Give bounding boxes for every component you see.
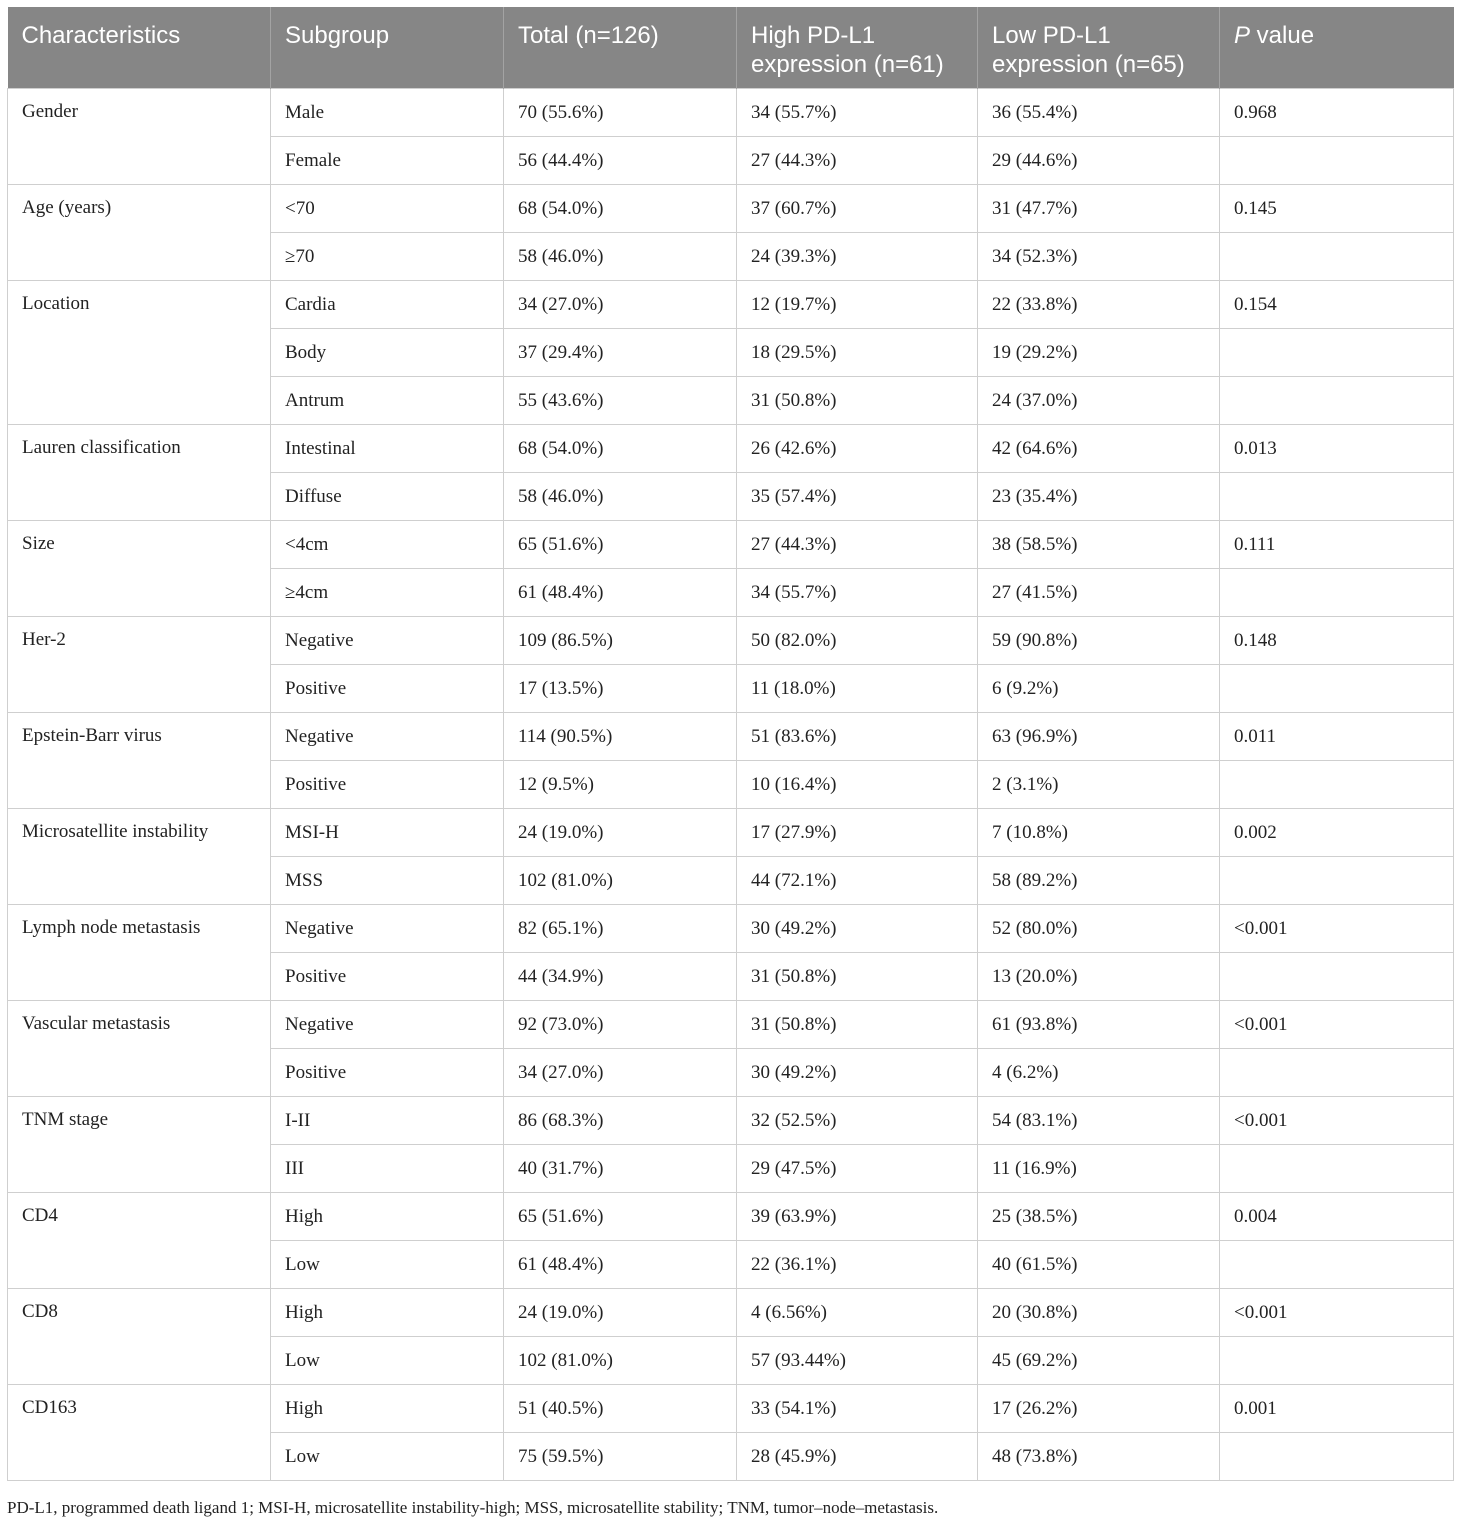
subgroup-cell: Cardia: [271, 281, 504, 329]
total-cell: 68 (54.0%): [504, 185, 737, 233]
p-value-cell: <0.001: [1220, 1289, 1454, 1337]
subgroup-cell: Male: [271, 89, 504, 137]
characteristic-cell: CD163: [8, 1385, 271, 1481]
low-pdl1-cell: 22 (33.8%): [978, 281, 1220, 329]
p-value-cell: [1220, 761, 1454, 809]
high-pdl1-cell: 28 (45.9%): [737, 1433, 978, 1481]
subgroup-cell: Diffuse: [271, 473, 504, 521]
low-pdl1-cell: 61 (93.8%): [978, 1001, 1220, 1049]
table-row: [8, 617, 1454, 665]
characteristic-cell: Location: [8, 281, 271, 425]
table-row: [8, 1385, 1454, 1433]
high-pdl1-cell: 26 (42.6%): [737, 425, 978, 473]
subgroup-cell: Low: [271, 1337, 504, 1385]
low-pdl1-cell: 11 (16.9%): [978, 1145, 1220, 1193]
characteristic-cell: Vascular metastasis: [8, 1001, 271, 1097]
high-pdl1-cell: 37 (60.7%): [737, 185, 978, 233]
total-cell: 70 (55.6%): [504, 89, 737, 137]
table-row: [8, 809, 1454, 857]
total-cell: 51 (40.5%): [504, 1385, 737, 1433]
total-cell: 65 (51.6%): [504, 521, 737, 569]
table-row: [8, 905, 1454, 953]
header-high-pdl1: [737, 7, 978, 89]
subgroup-cell: Positive: [271, 1049, 504, 1097]
p-value-cell: [1220, 137, 1454, 185]
p-value-cell: 0.002: [1220, 809, 1454, 857]
high-pdl1-cell: 27 (44.3%): [737, 137, 978, 185]
total-cell: 17 (13.5%): [504, 665, 737, 713]
low-pdl1-cell: 29 (44.6%): [978, 137, 1220, 185]
p-value-cell: 0.001: [1220, 1385, 1454, 1433]
characteristic-cell: Epstein-Barr virus: [8, 713, 271, 809]
total-cell: 65 (51.6%): [504, 1193, 737, 1241]
total-cell: 56 (44.4%): [504, 137, 737, 185]
p-value-cell: [1220, 1433, 1454, 1481]
p-value-cell: 0.004: [1220, 1193, 1454, 1241]
total-cell: 58 (46.0%): [504, 473, 737, 521]
characteristic-cell: CD4: [8, 1193, 271, 1289]
p-value-cell: [1220, 1049, 1454, 1097]
high-pdl1-cell: 39 (63.9%): [737, 1193, 978, 1241]
characteristic-cell: Size: [8, 521, 271, 617]
total-cell: 82 (65.1%): [504, 905, 737, 953]
total-cell: 37 (29.4%): [504, 329, 737, 377]
header-p-rest: value: [1250, 22, 1315, 49]
low-pdl1-cell: 23 (35.4%): [978, 473, 1220, 521]
total-cell: 102 (81.0%): [504, 857, 737, 905]
high-pdl1-cell: 24 (39.3%): [737, 233, 978, 281]
p-value-cell: 0.111: [1220, 521, 1454, 569]
total-cell: 40 (31.7%): [504, 1145, 737, 1193]
total-cell: 61 (48.4%): [504, 1241, 737, 1289]
subgroup-cell: Negative: [271, 905, 504, 953]
subgroup-cell: Negative: [271, 617, 504, 665]
low-pdl1-cell: 42 (64.6%): [978, 425, 1220, 473]
high-pdl1-cell: 4 (6.56%): [737, 1289, 978, 1337]
total-cell: 61 (48.4%): [504, 569, 737, 617]
header-p-italic: P: [1234, 22, 1251, 49]
high-pdl1-cell: 11 (18.0%): [737, 665, 978, 713]
subgroup-cell: Positive: [271, 953, 504, 1001]
total-cell: 114 (90.5%): [504, 713, 737, 761]
table-row: [8, 281, 1454, 329]
table-row: [8, 185, 1454, 233]
table-row: [8, 1289, 1454, 1337]
low-pdl1-cell: 17 (26.2%): [978, 1385, 1220, 1433]
high-pdl1-cell: 30 (49.2%): [737, 1049, 978, 1097]
p-value-cell: [1220, 953, 1454, 1001]
characteristic-cell: Lymph node metastasis: [8, 905, 271, 1001]
table-row: [8, 1193, 1454, 1241]
table-row: [8, 521, 1454, 569]
p-value-cell: <0.001: [1220, 905, 1454, 953]
characteristic-cell: Gender: [8, 89, 271, 185]
table-row: [8, 425, 1454, 473]
high-pdl1-cell: 34 (55.7%): [737, 569, 978, 617]
high-pdl1-cell: 10 (16.4%): [737, 761, 978, 809]
subgroup-cell: Intestinal: [271, 425, 504, 473]
p-value-cell: [1220, 1337, 1454, 1385]
characteristic-cell: CD8: [8, 1289, 271, 1385]
subgroup-cell: Positive: [271, 665, 504, 713]
total-cell: 55 (43.6%): [504, 377, 737, 425]
low-pdl1-cell: 13 (20.0%): [978, 953, 1220, 1001]
subgroup-cell: Female: [271, 137, 504, 185]
high-pdl1-cell: 22 (36.1%): [737, 1241, 978, 1289]
total-cell: 92 (73.0%): [504, 1001, 737, 1049]
low-pdl1-cell: 52 (80.0%): [978, 905, 1220, 953]
characteristics-table: [7, 7, 1454, 1481]
low-pdl1-cell: 19 (29.2%): [978, 329, 1220, 377]
subgroup-cell: High: [271, 1289, 504, 1337]
table-row: [8, 1097, 1454, 1145]
subgroup-cell: Negative: [271, 713, 504, 761]
subgroup-cell: <70: [271, 185, 504, 233]
p-value-cell: 0.011: [1220, 713, 1454, 761]
high-pdl1-cell: 51 (83.6%): [737, 713, 978, 761]
header-subgroup: Subgroup: [271, 7, 504, 89]
subgroup-cell: High: [271, 1385, 504, 1433]
low-pdl1-cell: 20 (30.8%): [978, 1289, 1220, 1337]
total-cell: 86 (68.3%): [504, 1097, 737, 1145]
subgroup-cell: I-II: [271, 1097, 504, 1145]
high-pdl1-cell: 35 (57.4%): [737, 473, 978, 521]
low-pdl1-cell: 38 (58.5%): [978, 521, 1220, 569]
low-pdl1-cell: 58 (89.2%): [978, 857, 1220, 905]
subgroup-cell: Negative: [271, 1001, 504, 1049]
p-value-cell: [1220, 377, 1454, 425]
characteristic-cell: Her-2: [8, 617, 271, 713]
characteristic-cell: Microsatellite instability: [8, 809, 271, 905]
high-pdl1-cell: 32 (52.5%): [737, 1097, 978, 1145]
subgroup-cell: Positive: [271, 761, 504, 809]
high-pdl1-cell: 27 (44.3%): [737, 521, 978, 569]
header-low-pdl1: [978, 7, 1220, 89]
subgroup-cell: ≥70: [271, 233, 504, 281]
low-pdl1-cell: 7 (10.8%): [978, 809, 1220, 857]
table-row: [8, 89, 1454, 137]
low-pdl1-cell: 6 (9.2%): [978, 665, 1220, 713]
low-pdl1-cell: 59 (90.8%): [978, 617, 1220, 665]
high-pdl1-cell: 29 (47.5%): [737, 1145, 978, 1193]
table-footnote: PD-L1, programmed death ligand 1; MSI-H, microsatellite instability-high; MSS, microsatellite stability; TNM, tumor–node–metastasis.: [7, 1498, 939, 1517]
subgroup-cell: <4cm: [271, 521, 504, 569]
low-pdl1-cell: 45 (69.2%): [978, 1337, 1220, 1385]
high-pdl1-cell: 50 (82.0%): [737, 617, 978, 665]
high-pdl1-cell: 34 (55.7%): [737, 89, 978, 137]
characteristic-cell: Age (years): [8, 185, 271, 281]
high-pdl1-cell: 31 (50.8%): [737, 953, 978, 1001]
low-pdl1-cell: 48 (73.8%): [978, 1433, 1220, 1481]
p-value-cell: [1220, 665, 1454, 713]
subgroup-cell: Low: [271, 1241, 504, 1289]
header-high-line2: expression (n=61): [751, 51, 944, 78]
p-value-cell: <0.001: [1220, 1001, 1454, 1049]
table-row: [8, 713, 1454, 761]
header-low-line1: Low PD-L1: [992, 22, 1111, 49]
low-pdl1-cell: 40 (61.5%): [978, 1241, 1220, 1289]
high-pdl1-cell: 30 (49.2%): [737, 905, 978, 953]
p-value-cell: [1220, 857, 1454, 905]
header-total: Total (n=126): [504, 7, 737, 89]
total-cell: 58 (46.0%): [504, 233, 737, 281]
header-high-line1: High PD-L1: [751, 22, 876, 49]
header-low-line2: expression (n=65): [992, 51, 1185, 78]
high-pdl1-cell: 31 (50.8%): [737, 1001, 978, 1049]
p-value-cell: [1220, 233, 1454, 281]
p-value-cell: [1220, 1241, 1454, 1289]
low-pdl1-cell: 4 (6.2%): [978, 1049, 1220, 1097]
p-value-cell: 0.968: [1220, 89, 1454, 137]
total-cell: 75 (59.5%): [504, 1433, 737, 1481]
low-pdl1-cell: 24 (37.0%): [978, 377, 1220, 425]
low-pdl1-cell: 31 (47.7%): [978, 185, 1220, 233]
high-pdl1-cell: 44 (72.1%): [737, 857, 978, 905]
table-header-row: [8, 7, 1454, 89]
low-pdl1-cell: 2 (3.1%): [978, 761, 1220, 809]
characteristic-cell: Lauren classification: [8, 425, 271, 521]
total-cell: 34 (27.0%): [504, 281, 737, 329]
low-pdl1-cell: 27 (41.5%): [978, 569, 1220, 617]
p-value-cell: 0.148: [1220, 617, 1454, 665]
low-pdl1-cell: 34 (52.3%): [978, 233, 1220, 281]
total-cell: 44 (34.9%): [504, 953, 737, 1001]
header-characteristics: Characteristics: [8, 7, 271, 89]
total-cell: 34 (27.0%): [504, 1049, 737, 1097]
high-pdl1-cell: 18 (29.5%): [737, 329, 978, 377]
low-pdl1-cell: 36 (55.4%): [978, 89, 1220, 137]
p-value-cell: <0.001: [1220, 1097, 1454, 1145]
header-p-value: [1220, 7, 1454, 89]
low-pdl1-cell: 25 (38.5%): [978, 1193, 1220, 1241]
p-value-cell: [1220, 329, 1454, 377]
table-row: [8, 1001, 1454, 1049]
low-pdl1-cell: 54 (83.1%): [978, 1097, 1220, 1145]
total-cell: 68 (54.0%): [504, 425, 737, 473]
p-value-cell: [1220, 569, 1454, 617]
total-cell: 24 (19.0%): [504, 1289, 737, 1337]
p-value-cell: [1220, 1145, 1454, 1193]
p-value-cell: 0.145: [1220, 185, 1454, 233]
high-pdl1-cell: 33 (54.1%): [737, 1385, 978, 1433]
p-value-cell: 0.154: [1220, 281, 1454, 329]
total-cell: 24 (19.0%): [504, 809, 737, 857]
table-body: [8, 89, 1454, 1481]
subgroup-cell: III: [271, 1145, 504, 1193]
high-pdl1-cell: 31 (50.8%): [737, 377, 978, 425]
high-pdl1-cell: 12 (19.7%): [737, 281, 978, 329]
subgroup-cell: Body: [271, 329, 504, 377]
subgroup-cell: MSI-H: [271, 809, 504, 857]
p-value-cell: 0.013: [1220, 425, 1454, 473]
total-cell: 102 (81.0%): [504, 1337, 737, 1385]
subgroup-cell: High: [271, 1193, 504, 1241]
subgroup-cell: Antrum: [271, 377, 504, 425]
total-cell: 109 (86.5%): [504, 617, 737, 665]
subgroup-cell: MSS: [271, 857, 504, 905]
p-value-cell: [1220, 473, 1454, 521]
low-pdl1-cell: 63 (96.9%): [978, 713, 1220, 761]
subgroup-cell: ≥4cm: [271, 569, 504, 617]
subgroup-cell: Low: [271, 1433, 504, 1481]
total-cell: 12 (9.5%): [504, 761, 737, 809]
high-pdl1-cell: 57 (93.44%): [737, 1337, 978, 1385]
high-pdl1-cell: 17 (27.9%): [737, 809, 978, 857]
characteristic-cell: TNM stage: [8, 1097, 271, 1193]
